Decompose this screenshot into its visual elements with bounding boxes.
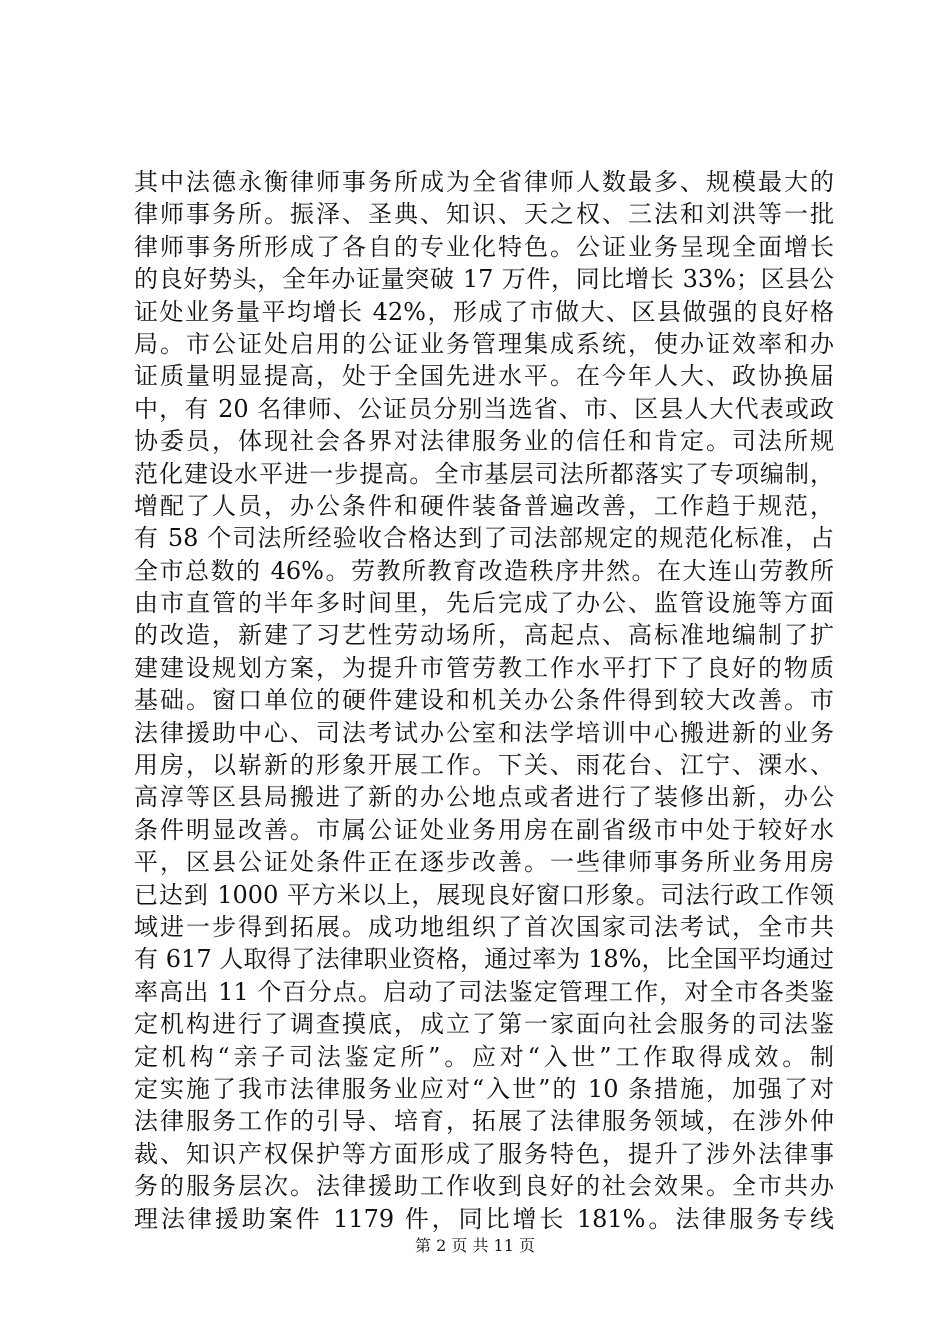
- text-line: 域进一步得到拓展。成功地组织了首次国家司法考试，全市共: [134, 912, 834, 941]
- page-footer: 第 2 页 共 11 页: [415, 1236, 535, 1255]
- text-line: 协委员，体现社会各界对法律服务业的信任和肯定。司法所规: [134, 427, 834, 456]
- text-line: 率高出 11 个百分点。启动了司法鉴定管理工作，对全市各类鉴: [134, 977, 834, 1006]
- text-line: 有 58 个司法所经验收合格达到了司法部规定的规范化标准，占: [134, 524, 834, 553]
- text-line: 的良好势头，全年办证量突破 17 万件，同比增长 33%；区县公: [134, 265, 834, 294]
- text-line: 中，有 20 名律师、公证员分别当选省、市、区县人大代表或政: [134, 394, 834, 423]
- text-line: 定机构“亲子司法鉴定所”。应对“入世”工作取得成效。制: [134, 1042, 834, 1071]
- text-line: 有 617 人取得了法律职业资格，通过率为 18%，比全国平均通过: [134, 945, 834, 974]
- text-line: 法律服务工作的引导、培育，拓展了法律服务领域，在涉外仲: [134, 1107, 834, 1136]
- text-line: 用房，以崭新的形象开展工作。下关、雨花台、江宁、溧水、: [134, 751, 834, 780]
- text-line: 已达到 1000 平方米以上，展现良好窗口形象。司法行政工作领: [134, 880, 834, 909]
- text-line: 由市直管的半年多时间里，先后完成了办公、监管设施等方面: [134, 589, 834, 618]
- text-line: 律师事务所形成了各自的专业化特色。公证业务呈现全面增长: [134, 232, 834, 261]
- text-line: 条件明显改善。市属公证处业务用房在副省级市中处于较好水: [134, 815, 834, 844]
- text-line: 律师事务所。振泽、圣典、知识、天之权、三法和刘洪等一批: [134, 200, 834, 229]
- text-line: 证质量明显提高，处于全国先进水平。在今年人大、政协换届: [134, 362, 834, 391]
- text-line: 范化建设水平进一步提高。全市基层司法所都落实了专项编制，: [134, 459, 834, 488]
- text-line: 裁、知识产权保护等方面形成了服务特色，提升了涉外法律事: [134, 1139, 834, 1168]
- text-line: 其中法德永衡律师事务所成为全省律师人数最多、规模最大的: [134, 168, 834, 196]
- text-line: 高淳等区县局搬进了新的办公地点或者进行了装修出新，办公: [134, 783, 834, 812]
- text-line: 定实施了我市法律服务业应对“入世”的 10 条措施，加强了对: [134, 1074, 834, 1103]
- text-line: 全市总数的 46%。劳教所教育改造秩序井然。在大连山劳教所: [134, 556, 834, 585]
- text-line: 平，区县公证处条件正在逐步改善。一些律师事务所业务用房: [134, 848, 834, 877]
- text-line: 理法律援助案件 1179 件，同比增长 181%。法律服务专线: [134, 1204, 834, 1233]
- body-paragraph: [134, 166, 834, 1235]
- text-line: 局。市公证处启用的公证业务管理集成系统，使办证效率和办: [134, 329, 834, 358]
- text-line: 证处业务量平均增长 42%，形成了市做大、区县做强的良好格: [134, 297, 834, 326]
- text-line: 定机构进行了调查摸底，成立了第一家面向社会服务的司法鉴: [134, 1010, 834, 1039]
- text-line: 建建设规划方案，为提升市管劳教工作水平打下了良好的物质: [134, 653, 834, 682]
- text-line: 基础。窗口单位的硬件建设和机关办公条件得到较大改善。市: [134, 686, 834, 715]
- text-line: 务的服务层次。法律援助工作收到良好的社会效果。全市共办: [134, 1172, 834, 1201]
- text-line: 的改造，新建了习艺性劳动场所，高起点、高标准地编制了扩: [134, 621, 834, 650]
- text-line: 法律援助中心、司法考试办公室和法学培训中心搬进新的业务: [134, 718, 834, 747]
- text-line: 增配了人员，办公条件和硬件装备普遍改善，工作趋于规范，: [134, 491, 834, 520]
